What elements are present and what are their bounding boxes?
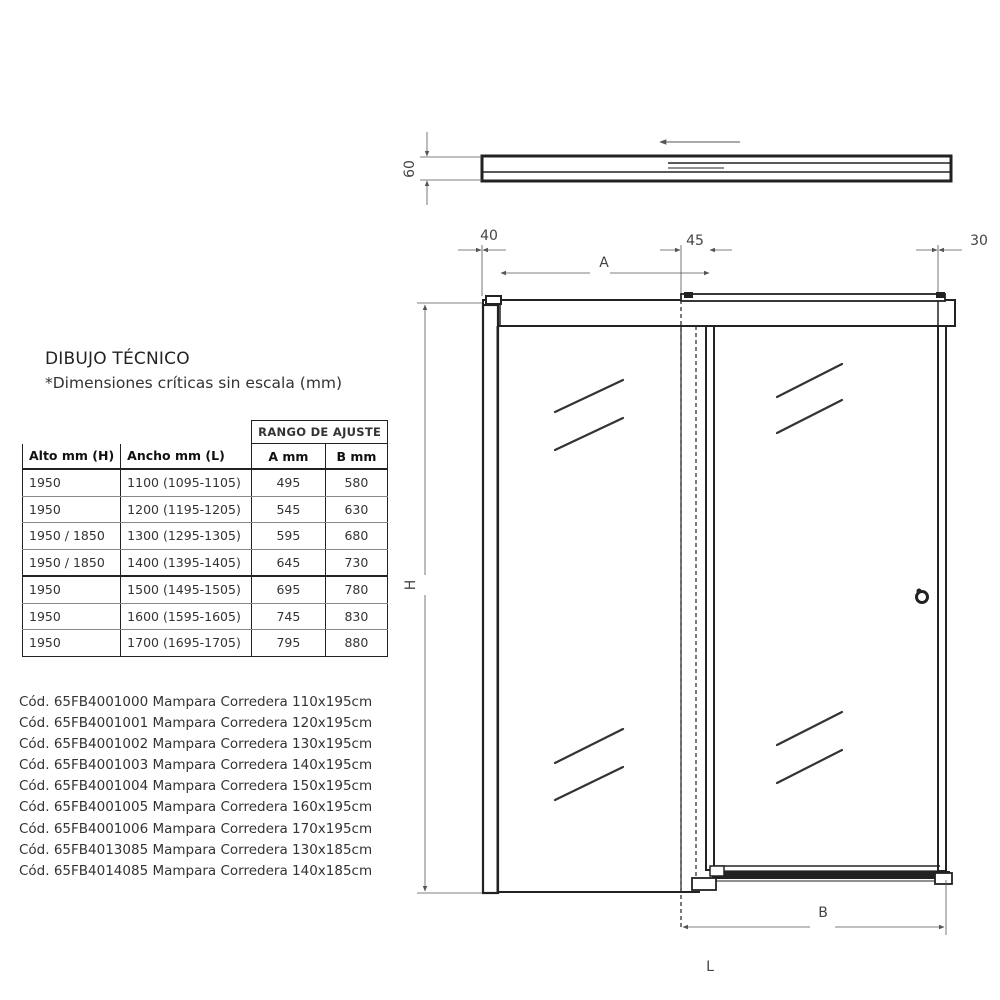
cell-b: 580 [325,469,388,496]
cell-a: 495 [252,469,325,496]
glass-reflection-marks [555,364,842,800]
dimension-label-60: 60 [402,160,418,178]
cell-height: 1950 [23,576,121,603]
front-view-top-dimensions [458,228,988,296]
top-rail-cap [486,296,501,304]
fixed-glass-panel [498,326,681,892]
drawing-title: DIBUJO TÉCNICO [45,349,190,369]
left-wall-profile [483,305,498,893]
right-wall-profile [938,326,946,871]
front-view-elevation [483,292,955,930]
dimension-label-30: 30 [970,233,988,249]
cell-width: 1300 (1295-1305) [121,523,252,550]
drawing-subtitle: *Dimensiones críticas sin escala (mm) [45,374,343,392]
cell-width: 1200 (1195-1205) [121,496,252,523]
sliding-door-left-profile [706,326,714,870]
cell-a: 645 [252,549,325,576]
product-code-item: Cód. 65FB4001004 Mampara Corredera 150x195cm [19,778,373,795]
cell-b: 780 [325,576,388,603]
cell-b: 830 [325,603,388,630]
dimension-label-a: A [599,255,609,271]
cell-b: 730 [325,549,388,576]
product-code-item: Cód. 65FB4001006 Mampara Corredera 170x195cm [19,820,373,837]
cell-width: 1400 (1395-1405) [121,549,252,576]
bottom-dimensions [683,880,946,975]
product-code-item: Cód. 65FB4001001 Mampara Corredera 120x195cm [19,715,373,732]
dimension-label-h: H [403,579,419,591]
cell-width: 1500 (1495-1505) [121,576,252,603]
cell-a: 545 [252,496,325,523]
height-dimension [403,303,482,893]
cell-height: 1950 [23,469,121,496]
cell-height: 1950 / 1850 [23,523,121,550]
top-rail-roller [684,292,693,298]
product-code-item: Cód. 65FB4001005 Mampara Corredera 160x195cm [19,799,373,816]
adjustment-range-header: RANGO DE AJUSTE [252,421,388,444]
column-header-width: Ancho mm (L) [121,444,252,470]
cell-a: 795 [252,630,325,657]
bottom-guide-rail [712,871,950,879]
product-code-item: Cód. 65FB4001003 Mampara Corredera 140x195cm [19,757,373,774]
column-header-height: Alto mm (H) [23,444,121,470]
dimension-label-l: L [706,959,714,975]
product-code-item: Cód. 65FB4013085 Mampara Corredera 130x185cm [19,841,373,858]
cell-width: 1700 (1695-1705) [121,630,252,657]
sliding-panel-top-track [681,294,945,301]
cell-width: 1600 (1595-1605) [121,603,252,630]
cell-b: 880 [325,630,388,657]
cell-b: 630 [325,496,388,523]
column-header-b: B mm [325,444,388,470]
cell-height: 1950 [23,603,121,630]
cell-a: 595 [252,523,325,550]
product-code-item: Cód. 65FB4001000 Mampara Corredera 110x195cm [19,694,373,710]
product-code-item: Cód. 65FB4001002 Mampara Corredera 130x195cm [19,736,373,753]
cell-height: 1950 / 1850 [23,549,121,576]
bottom-guide-block [710,866,724,876]
dimension-label-b: B [818,905,828,921]
top-rail-roller [936,292,945,298]
dimension-label-40: 40 [480,228,498,244]
bottom-guide-cap [935,873,952,884]
bottom-guide-block [692,878,716,890]
cell-b: 680 [325,523,388,550]
top-rail [483,300,955,326]
cell-height: 1950 [23,630,121,657]
top-view-plan [402,132,951,205]
dimension-label-45: 45 [686,233,704,249]
cell-height: 1950 [23,496,121,523]
cell-width: 1100 (1095-1105) [121,469,252,496]
cell-a: 695 [252,576,325,603]
cell-a: 745 [252,603,325,630]
product-code-item: Cód. 65FB4014085 Mampara Corredera 140x185cm [19,862,373,879]
door-handle-knob [917,589,922,594]
column-header-a: A mm [252,444,325,470]
